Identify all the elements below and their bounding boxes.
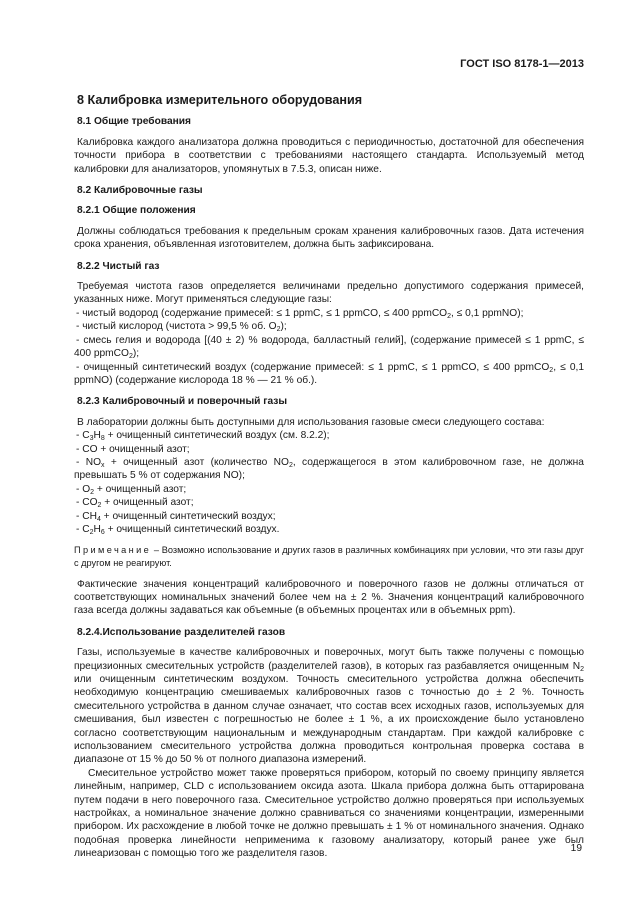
list-item-ch4: - $CH_4$ + очищенный синтетический воздух; bbox=[76, 510, 276, 523]
paragraph-8-1: Калибровка каждого анализатора должна проводиться с периодичностью, достаточной для обеспечения точности прибора в соответствии с требованиями настоящего стандарта. Используемый метод калибровки для анализаторов, упомянутых в 7.5.3, описан ниже. bbox=[74, 136, 584, 175]
paragraph-8-2-4-linearity: Смесительное устройство может также проверяться прибором, который по своему принципу является линейным, например, CLD с использованием оксида азота. Шкала прибора должна быть оттарирована путем подачи в него поверочного газа. Смесительное устройство должно проверяться при используемых настройках, а номинальное значение должно сравниваться со значениями концентрации, измеренными прибором. Их расхождение в любой точке не должно превышать ± 1 % от номинального значения. Однако подобная проверка линейности неприменима к газовому анализатору, который ранее уже был линеаризован с помощью того же разделителя газов. bbox=[74, 767, 584, 860]
page-number: 19 bbox=[570, 843, 582, 854]
subsection-8-2-2-title: 8.2.2 Чистый газ bbox=[77, 260, 160, 272]
subsection-8-2-4-title: 8.2.4.Использование разделителей газов bbox=[77, 626, 286, 638]
list-item-hydrogen: - чистый водород (содержание примесей: ≤ 1 ppmC, ≤ 1 ppmCO, ≤ 400 ppmCO$_2$, ≤ 0,1 ppmNO); bbox=[76, 307, 524, 320]
subsection-8-2-3-title: 8.2.3 Калибровочный и поверочный газы bbox=[77, 396, 288, 408]
list-item-oxygen: - чистый кислород (чистота > 99,5 % об. $O_2$); bbox=[76, 321, 287, 334]
list-item-co: - CO + очищенный азот; bbox=[76, 443, 190, 455]
note bbox=[74, 544, 584, 569]
list-item-ethane: - $C_2H_6$ + очищенный синтетический воздух. bbox=[76, 523, 280, 536]
list-item-nox: - $NO_x$ + очищенный азот (количество $NO_2$, содержащегося в этом калибровочном газе, не должна превышать 5 % от содержания NO); bbox=[74, 456, 584, 482]
paragraph-8-2-1: Должны соблюдаться требования к предельным срокам хранения калибровочных газов. Дата истечения срока хранения, объявленная изготовителем, должна быть зафиксирована. bbox=[74, 225, 584, 251]
list-item-propane: - $C_3H_8$ + очищенный синтетический воздух (см. 8.2.2); bbox=[76, 430, 330, 443]
subsection-8-1-title: 8.1 Общие требования bbox=[77, 116, 191, 128]
subsection-8-2-title: 8.2 Калибровочные газы bbox=[77, 185, 203, 197]
list-item-synthetic-air: - очищенный синтетический воздух (содержание примесей: ≤ 1 ppmC, ≤ 1 ppmCO, ≤ 400 ppmCO$_2$, ≤ 0,1 ppmNO) (содержание кислорода 18 % — 21 % об.). bbox=[74, 361, 584, 386]
list-item-o2: - $O_2$ + очищенный азот; bbox=[76, 483, 187, 496]
page-content bbox=[74, 94, 584, 869]
section-title: 8 Калибровка измерительного оборудования bbox=[77, 93, 363, 107]
paragraph-8-2-3: В лаборатории должны быть доступными для использования газовые смеси следующего состава: bbox=[77, 416, 545, 428]
subsection-8-2-1-title: 8.2.1 Общие положения bbox=[77, 205, 196, 217]
paragraph-8-2-4-dividers: Газы, используемые в качестве калибровочных и поверочных, могут быть также получены с помощью прецизионных смесительных устройств (разделителей газов), в которых газ разбавляется очищенным $N_2$ или очищенным синтетическим воздухом. Точность смесительного устройства должна обеспечить необходимую концентрацию смешиваемых калибровочных газов с точностью до ± 2 %. Точность смесительного устройства в данном случае означает, что состав всех исходных газов, используемых для смешивания, был известен с погрешностью не более ± 1 %, а их происхождение было установлено согласно соответствующим национальным и международным стандартам. При каждой калибровке с использованием смесительного устройства должна проводиться контрольная проверка состава в диапазоне от 15 % до 50 % от полного диапазона измерений. bbox=[74, 647, 584, 766]
note-label: Примечание bbox=[74, 545, 152, 556]
note-text: – Возможно использование и других газов в различных комбинациях при условии, что эти газы друг с другом не реагируют. bbox=[74, 545, 584, 568]
paragraph-8-2-2: Требуемая чистота газов определяется величинами предельно допустимого содержания примесей, указанных ниже. Могут применяться следующие газы: bbox=[74, 281, 584, 306]
list-item-co2: - $CO_2$ + очищенный азот; bbox=[76, 497, 194, 510]
list-item-helium-hydrogen: - смесь гелия и водорода [(40 ± 2) % водорода, балластный гелий], (содержание примесей ≤ 1 ppmC, ≤ 400 ppmCO$_2$); bbox=[74, 334, 584, 361]
document-code-header: ГОСТ ISO 8178-1—2013 bbox=[460, 58, 584, 70]
paragraph-8-2-3-tolerance: Фактические значения концентраций калибровочного и поверочного газов не должны отличаться от соответствующих номинальных значений более чем на ± 2 %. Значения концентраций калибровочного газа всегда должны задаваться как объемные (в объемных процентах или в объемных ppm). bbox=[74, 578, 584, 617]
